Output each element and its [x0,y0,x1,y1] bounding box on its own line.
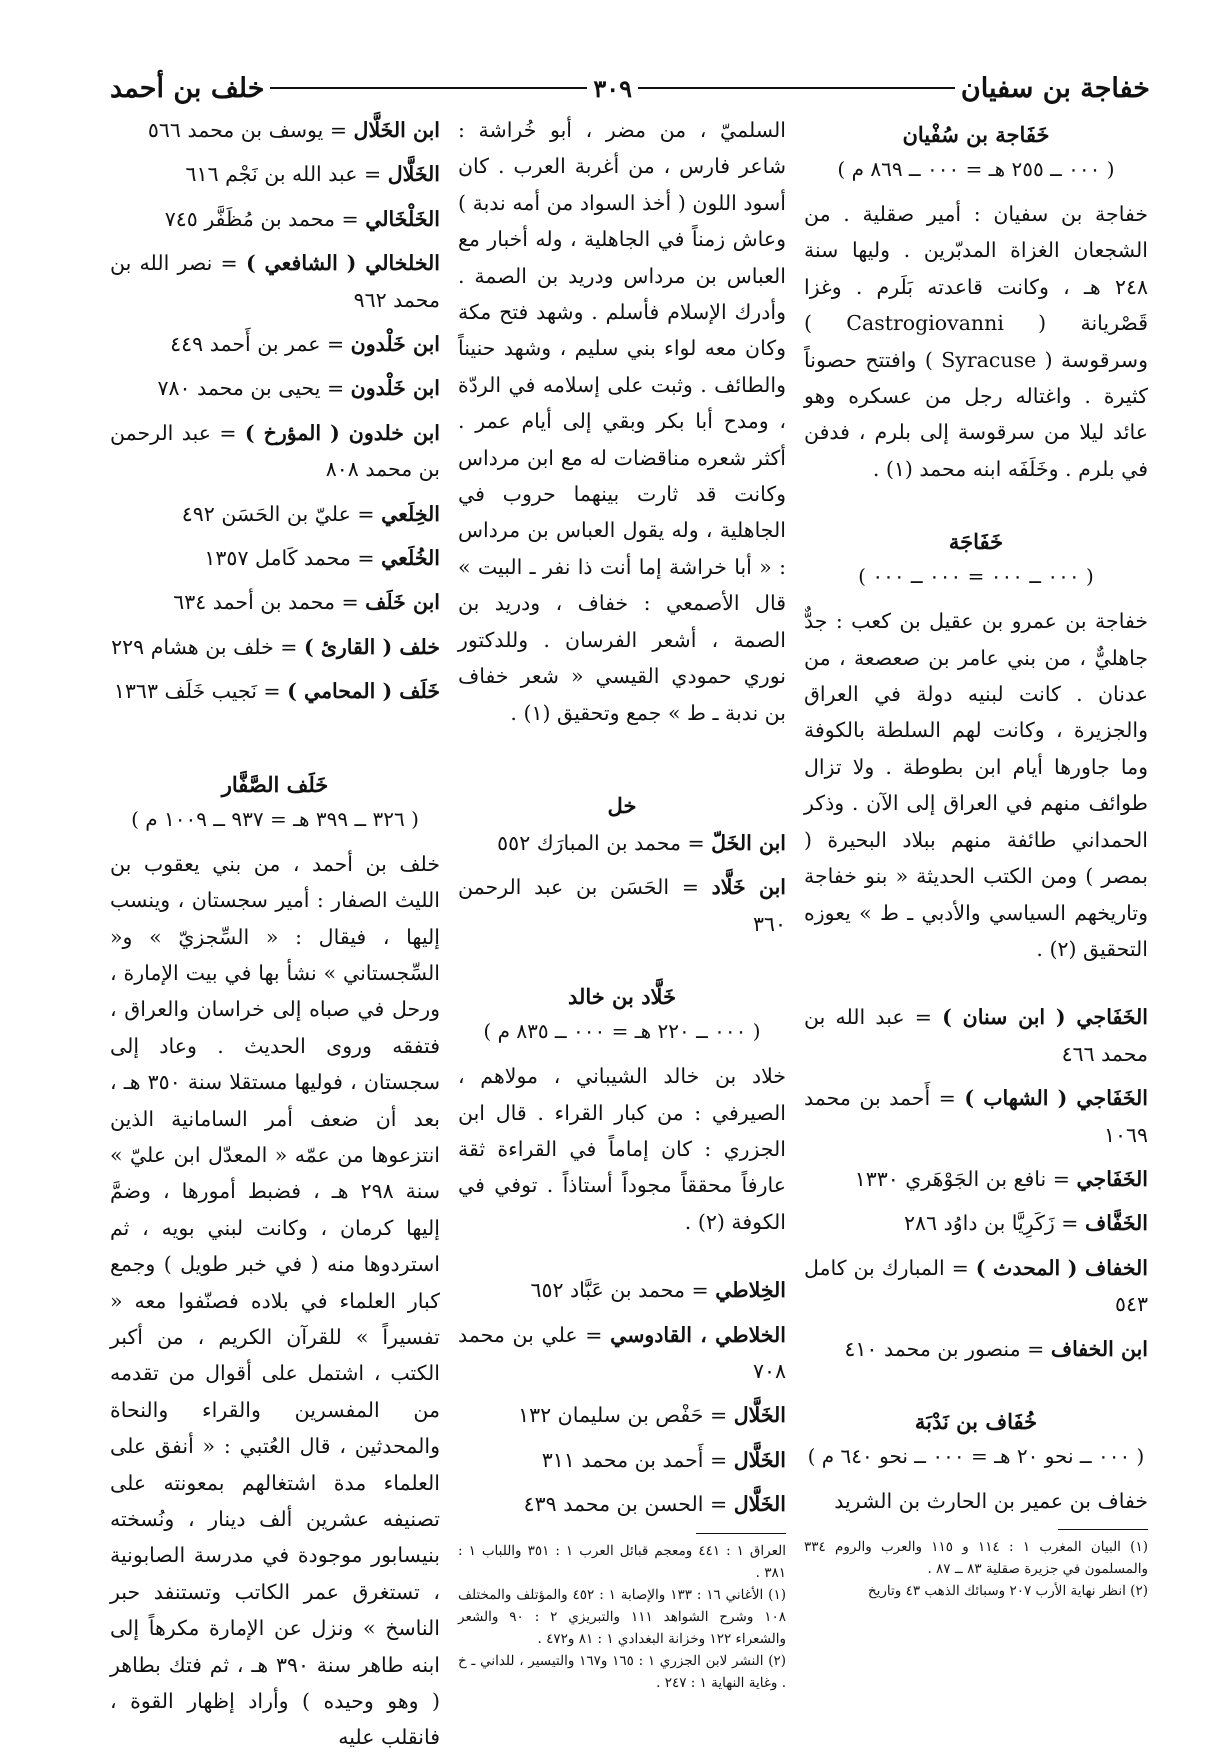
cross-ref [804,1161,1148,1197]
ref-target: = زَكَرِيَّا بن داوُد ٢٨٦ [904,1211,1079,1236]
ref-name: الخَلَّال [733,1492,786,1517]
ref-name: الخَلَّال [733,1447,786,1472]
ref-target: = محمد بن مُظَفَّر ٧٤٥ [164,206,359,231]
cross-references [804,999,1148,1367]
ref-target: = نَجيب خَلَف ١٣٦٣ [113,679,281,704]
ref-target: = علي بن محمد ٧٠٨ [458,1322,786,1383]
cross-ref [804,1205,1148,1241]
entry-dates: ( ٣٢٦ ــ ٣٩٩ هـ = ٩٣٧ ــ ١٠٠٩ م ) [131,806,419,831]
footnote: (٢) النشر لابن الجزري ١ : ١٦٥ و١٦٧ والتيسير ، للداني ـ خ . وغاية النهاية ١ : ٢٤٧ . [458,1652,787,1691]
ref-target: = عمر بن أَحمد ٤٤٩ [170,332,345,357]
ref-name: ابن خَلَّاد [711,875,786,900]
ref-target: = عبد الله بن محمد ٤٦٦ [804,1005,1148,1066]
entry-dates: ( ٠٠٠ ــ نحو ٢٠ هـ = ٠٠٠ ــ نحو ٦٤٠ م ) [807,1443,1145,1468]
entry-body: خلاد بن خالد الشيباني ، مولاهم ، الصيرفي : من كبار القراء . قال ابن الجزري : كان إماماً في القراءة ثقة عارفاً محققاً مجوداً أستاذاً . توفي في الكوفة (٢) . [458,1064,786,1234]
footnote-rule [696,1533,786,1534]
entry-title: خَلَف الصَّفَّار [221,771,329,797]
ref-name: الخَفَاجي ( ابن سنان ) [942,1005,1148,1030]
entry-title: خَفَاجة بن سُفْيان [902,122,1050,147]
ref-name: الخِلاطي [715,1278,786,1303]
cross-ref [110,673,440,709]
cross-ref [804,1250,1148,1323]
cross-ref [110,540,440,576]
ref-name: ابن الخَلَّال [353,118,440,142]
footnotes [804,1536,1148,1602]
footnote: (١) الأغاني ١٦ : ١٣٣ والإصابة ١ : ٤٥٢ والمؤتلف والمختلف ١٠٨ وشرح الشواهد ١١١ والتبريزي ٢ : ٩٠ والشعر والشعراء ١٢٢ وخزانة البغدادي ١ : ٨١ و٤٧٢ . [458,1586,787,1647]
header-rule-right [638,87,955,89]
ref-name: ابن خَلْدون [350,376,440,401]
section-title: خل [607,792,637,818]
ref-name: خَلَف ( المحامي ) [287,679,440,704]
ref-name: ابن خَلْدون [350,332,440,357]
ref-name: الخَفَاجي [1076,1166,1148,1191]
column-middle [458,112,786,1694]
page-number: ٣٠٩ [593,73,632,103]
ref-target: = نافع بن الجَوْهَري ١٣٣٠ [854,1166,1070,1191]
entry-body: خفاف بن عمير بن الحارث بن الشريد [834,1488,1148,1513]
ref-target: = منصور بن محمد ٤١٠ [844,1336,1045,1361]
cross-ref [804,1331,1148,1367]
entry-title: خَفَاجَة [948,529,1004,555]
entry-body: خلف بن أحمد ، من بني يعقوب بن الليث الصفار : أمير سجستان ، وينسب إليها ، فيقال : « السِّجزيّ » و« السِّجستاني » نشأ بها في بيت الإمارة ، ورحل في صباه إلى خراسان والعراق ، فتفقه وروى الحديث . وعاد إلى سجستان ، فوليها مستقلا سنة ٣٥٠ هـ ، بعد أن ضعف أمر السامانية الذين انتزعوها من عمّه « المعدّل ابن عليّ » سنة ٢٩٨ هـ ، فضبط أمورها ، وضمَّ إليها كرمان ، وكانت لبني بويه ، ثم استردوها منه ( في خبر طويل ) وجمع كبار العلماء في بلاده فصنّفوا معه « تفسيراً » للقرآن الكريم ، من أكبر الكتب ، اشتمل على أقوال من تقدمه من المفسرين والقراء والنحاة والمحدثين ، قال العُتبي : « أنفق على العلماء مدة اشتغالهم بمعونته على تصنيفه عشرين ألف دينار ، ونُسخته بنيسابور موجودة في مدرسة الصابونية ، تستغرق عمر الكاتب وتستنفد حبر الناسخ » ونزل عن الإمارة مكرهاً إلى ابنه طاهر سنة ٣٩٠ هـ ، ثم فتك بطاهر ( وهو وحيده ) وأراد إظهار القوة ، فانقلب عليه [110,851,441,1750]
footnote: (٢) انظر نهاية الأرب ٢٠٧ وسبائك الذهب ٤٣ وتاريخ [867,1583,1148,1600]
ref-target: = محمد كَامل ١٣٥٧ [204,546,375,571]
footnote: (١) البيان المغرب ١ : ١١٤ و ١١٥ والعرب والروم ٣٣٤ والمسلمون في جزيرة صقلية ٨٣ ــ ٨٧ . [804,1539,1148,1578]
cross-ref [110,496,440,532]
ref-target: = الحسن بن محمد ٤٣٩ [523,1492,728,1517]
cross-ref [458,1317,786,1390]
entry-dates: ( ٠٠٠ ــ ٢٥٥ هـ = ٠٠٠ ــ ٨٦٩ م ) [837,157,1115,181]
column-right [804,112,1148,1602]
header-rule-left [270,87,587,89]
ref-target: = خلف بن هشام ٢٢٩ [111,634,298,659]
cross-ref [110,370,440,406]
cross-ref [110,245,440,318]
cross-ref [458,825,786,861]
ref-target: = عبد الرحمن بن محمد ٨٠٨ [110,420,440,482]
cross-ref [110,201,440,237]
ref-name: ابن الخَلّ [711,830,786,855]
ref-target: = أَحمد بن محمد ١٠٦٩ [804,1086,1148,1147]
footnote: العراق ١ : ٤٤١ ومعجم قبائل العرب ١ : ٣٥١ واللباب ١ : ٣٨١ . [458,1542,786,1581]
ref-name: الخلخالي ( الشافعي ) [245,251,440,276]
cross-ref [458,869,786,942]
cross-ref [110,156,440,192]
entry-body: خفاجة بن عمرو بن عقيل بن كعب : جدٌّ جاهليٌّ ، من بني عامر بن صعصعة ، من عدنان . كانت لبنيه دولة في العراق والجزيرة ، وكانت لهم السلطة بالكوفة وما جاورها أيام ابن بطوطة . ولا تزال طوائف منهم في العراق إلى الآن . وذكر الحمداني طائفة منهم ببلاد البحيرة ( بمصر ) ومن الكتب الحديثة « بنو خفاجة وتاريخهم السياسي والأدبي ـ ط » يعوزه التحقيق (٢) . [804,609,1148,961]
ref-name: خلف ( القارئ ) [304,634,440,659]
ref-name: الخفاف ( المحدث ) [975,1255,1148,1280]
ref-name: الخِلَعي [381,501,440,526]
ref-name: الخَلْخَالي [365,206,440,231]
cross-ref [110,415,440,488]
cross-ref [458,1397,786,1433]
entry-body: خفاجة بن سفيان : أمير صقلية . من الشجعان الغزاة المدبّرين . وليها سنة ٢٤٨ هـ ، وكانت قاعدته بَلَرم . وغزا قَصْريانة ( Castrogiovanni ) وسرقوسة ( Syracuse ) وافتتح حصوناً كثيرة . واغتاله رجل من عسكره وهو عائد ليلا من سرقوسة إلى بلرم ، فدفن في بلرم . وخَلَفَه ابنه محمد (١) . [804,202,1148,481]
cross-ref [110,629,440,665]
ref-target: = حَفْص بن سليمان ١٣٢ [518,1403,728,1428]
ref-target: = يحيى بن محمد ٧٨٠ [157,376,345,401]
header-right-title: خفاجة بن سفيان [960,72,1150,104]
header-left-title: خلف بن أحمد [110,72,265,104]
ref-name: ابن خلدون ( المؤرخ ) [244,420,440,445]
ref-target: = محمد بن أحمد ٦٣٤ [173,590,359,615]
ref-name: ابن خَلَف [365,590,440,615]
footnote-rule [1058,1529,1148,1530]
cross-ref [804,1080,1148,1153]
cross-ref [110,112,440,148]
cross-ref [458,1272,786,1308]
ref-name: ابن الخفاف [1050,1336,1148,1361]
ref-target: = يوسف بن محمد ٥٦٦ [147,118,348,142]
footnotes [458,1540,786,1694]
column-left [110,112,440,1764]
cross-ref [458,1486,786,1522]
cross-ref [110,584,440,620]
entry-title: خُفَاف بن نَدْبَة [914,1408,1038,1434]
ref-target: = محمد بن عَبَّاد ٦٥٢ [530,1278,709,1303]
ref-target: = عليّ بن الحَسَن ٤٩٢ [181,501,375,526]
ref-target: = المبارك بن كامل ٥٤٣ [804,1255,1148,1317]
cross-ref [804,999,1148,1072]
entry-dates: ( ٠٠٠ ــ ٠٠٠ = ٠٠٠ ــ ٠٠٠ ) [858,564,1094,589]
ref-name: الخلاطي ، القادوسي [610,1322,786,1347]
ref-name: الخُلَعي [381,546,440,571]
ref-target: = محمد بن المبارَك ٥٥٢ [497,830,705,855]
entry-title: خَلَّاد بن خالد [567,984,677,1010]
ref-target: = أَحمد بن محمد ٣١١ [541,1447,728,1472]
ref-name: الخَلَّال [733,1403,786,1428]
entry-dates: ( ٠٠٠ ــ ٢٢٠ هـ = ٠٠٠ ــ ٨٣٥ م ) [483,1019,761,1044]
cross-ref [110,326,440,362]
ref-name: الخَفَّاف [1084,1211,1148,1236]
ref-target: = عبد الله بن نَجْم ٦١٦ [185,162,382,187]
ref-target: = نصر الله بن محمد ٩٦٢ [110,251,440,312]
entry-body-continued: السلميّ ، من مضر ، أبو خُراشة : شاعر فارس ، من أغربة العرب . كان أسود اللون ( أخذ السواد من أمه ندبة ) وعاش زمناً في الجاهلية ، وله أخبار مع العباس بن مرداس ودريد بن الصمة . وأدرك الإسلام فأسلم . وشهد فتح مكة وكان معه لواء بني سليم ، وشهد حنيناً والطائف . وثبت على إسلامه في الردّة ، ومدح أبا بكر وبقي إلى أيام عمر . أكثر شعره مناقضات له مع ابن مرداس وكانت قد ثارت بينهما حروب في الجاهلية ، وله يقول العباس بن مرداس : « أبا خراشة إما أنت ذا نفر ـ البيت » قال الأصمعي : خفاف ، ودريد بن الصمة ، أشعر الفرسان . وللدكتور نوري حمودي القيسي « شعر خفاف بن ندبة ـ ط » جمع وتحقيق (١) . [458,118,786,725]
ref-name: الخَفَاجي ( الشهاب ) [964,1086,1148,1111]
running-header [110,70,1150,106]
ref-name: الخَلَّال [387,162,440,187]
ref-target: = الحَسَن بن عبد الرحمن ٣٦٠ [458,875,786,936]
cross-ref [458,1442,786,1478]
